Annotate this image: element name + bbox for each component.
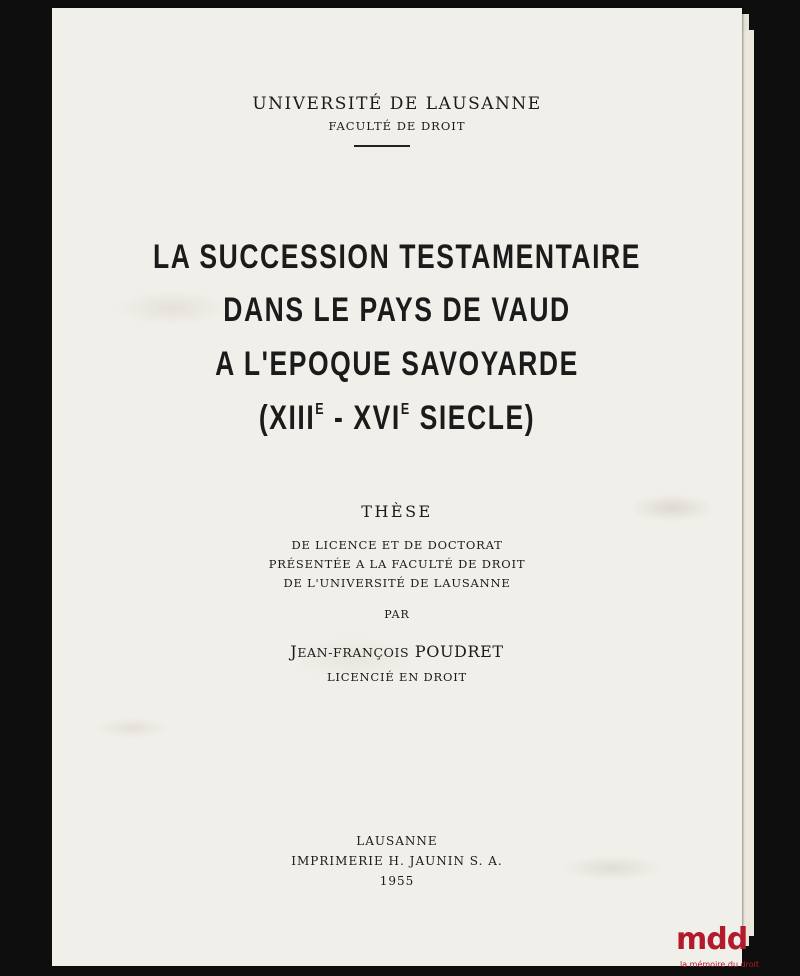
publisher-city: LAUSANNE [356, 834, 438, 848]
title-line-3: A L'EPOQUE SAVOYARDE [215, 345, 579, 383]
superscript-e: E [400, 401, 411, 418]
title-line-4 [128, 401, 666, 435]
author-initial: J [290, 642, 298, 661]
author-name [52, 642, 742, 661]
author-last-name: POUDRET [414, 642, 504, 661]
faculty-name: FACULTÉ DE DROIT [328, 119, 466, 133]
author-degree: LICENCIÉ EN DROIT [326, 670, 468, 684]
author-first-part-2: RANÇOIS [342, 645, 410, 660]
superscript-e: E [315, 401, 326, 418]
logo-tagline: la mémoire du droit [680, 960, 760, 969]
subtitle-line-3: DE L'UNIVERSITÉ DE LAUSANNE [283, 576, 511, 590]
logo-text: mdd [676, 922, 748, 957]
title-century-start: (XIII [258, 399, 316, 437]
these-heading: THÈSE [361, 502, 433, 521]
title-line-1: LA SUCCESSION TESTAMENTAIRE [152, 238, 642, 276]
author-first-part: EAN-F [297, 645, 343, 660]
mdd-logo [676, 922, 776, 972]
university-name: UNIVERSITÉ DE LAUSANNE [252, 94, 542, 114]
book-cover [52, 8, 742, 966]
par-label: PAR [384, 608, 410, 621]
title-siecle: SIECLE) [410, 399, 536, 437]
title-line-2: DANS LE PAYS DE VAUD [223, 291, 571, 329]
subtitle-line-1: DE LICENCE ET DE DOCTORAT [291, 538, 503, 552]
divider-rule [354, 145, 410, 147]
publication-year: 1955 [379, 874, 415, 888]
title-century-end: - XVI [325, 399, 401, 437]
publisher-name: IMPRIMERIE H. JAUNIN S. A. [291, 854, 503, 868]
subtitle-line-2: PRÉSENTÉE A LA FACULTÉ DE DROIT [268, 557, 526, 571]
